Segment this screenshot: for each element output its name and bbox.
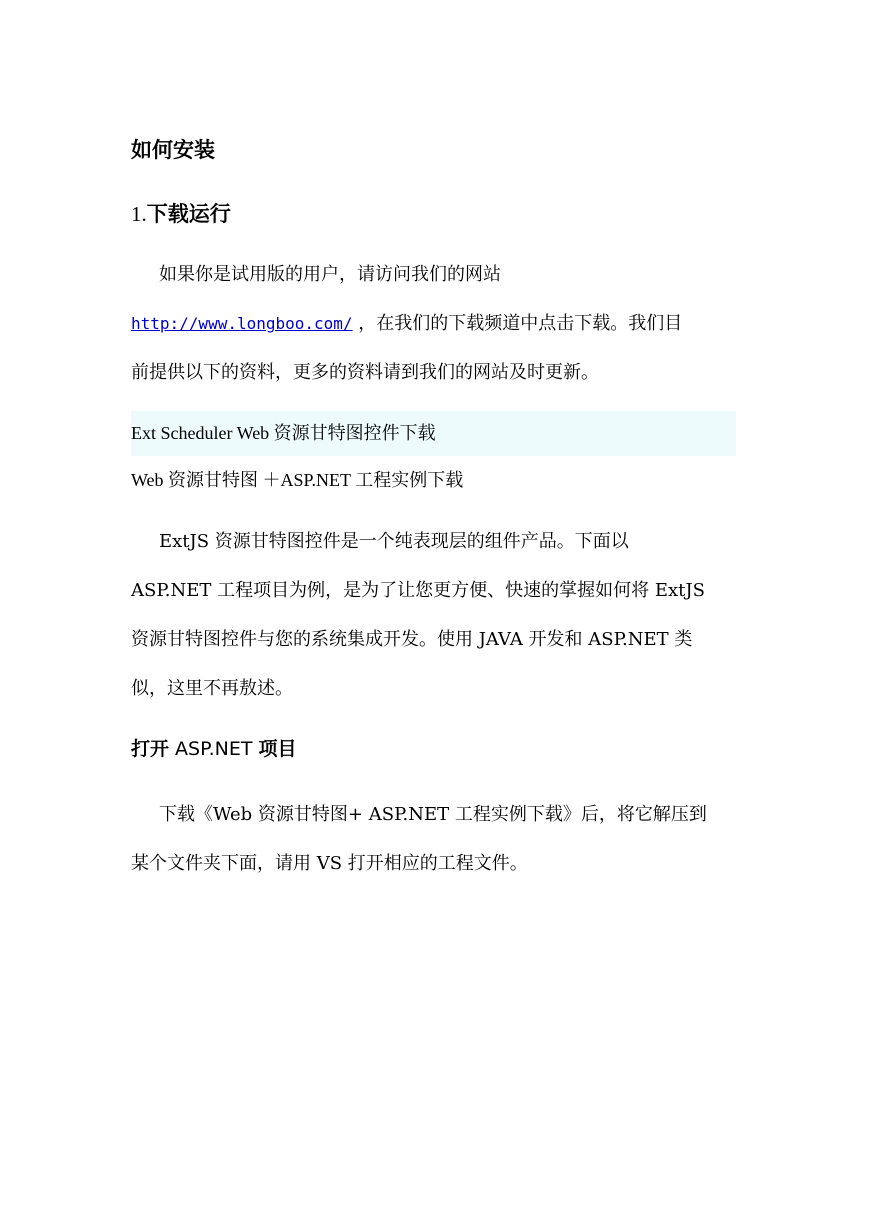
extjs-line-2: ASP.NET 工程项目为例，是为了让您更方便、快速的掌握如何将 ExtJS	[131, 580, 705, 601]
open-project-heading	[131, 734, 297, 761]
website-link[interactable]: http://www.longboo.com/	[131, 314, 353, 333]
open-project-paragraph	[131, 790, 741, 888]
intro-line-2	[131, 299, 741, 348]
download-item-aspnet-example[interactable]: Web 资源甘特图 ＋ASP.NET 工程实例下载	[131, 470, 464, 490]
extjs-line-1: ExtJS 资源甘特图控件是一个纯表现层的组件产品。下面以	[159, 531, 629, 552]
intro-after-link: ，在我们的下载频道中点击下载。我们目	[352, 313, 683, 334]
download-item-scheduler[interactable]: Ext Scheduler Web 资源甘特图控件下载	[131, 411, 736, 456]
open-heading-prefix: 打开	[131, 738, 170, 760]
open-heading-suffix: 项目	[258, 738, 297, 760]
intro-line-1: 如果你是试用版的用户，请访问我们的网站	[159, 264, 501, 285]
intro-line-3: 前提供以下的资料，更多的资料请到我们的网站及时更新。	[131, 362, 599, 383]
extjs-line-3: 资源甘特图控件与您的系统集成开发。使用 JAVA 开发和 ASP.NET 类	[131, 629, 693, 650]
install-heading: 如何安装	[131, 138, 215, 162]
open-line-1: 下载《Web 资源甘特图+ ASP.NET 工程实例下载》后，将它解压到	[159, 804, 707, 825]
section-number: 1.	[131, 202, 147, 226]
open-heading-middle: ASP.NET	[169, 738, 259, 760]
intro-paragraph	[131, 250, 741, 397]
section-download-heading	[131, 198, 231, 228]
section-title: 下载运行	[146, 202, 231, 226]
extjs-paragraph	[131, 517, 741, 713]
extjs-line-4: 似，这里不再敖述。	[131, 678, 293, 699]
open-line-2: 某个文件夹下面，请用 VS 打开相应的工程文件。	[131, 853, 528, 874]
